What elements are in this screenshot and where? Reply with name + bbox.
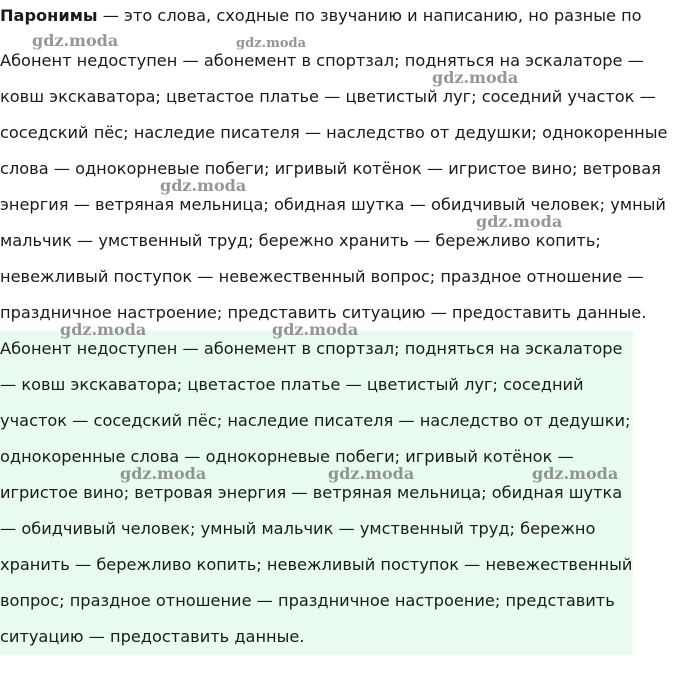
- answer-line-5: игристое вино; ветровая энергия — ветряная мельница; обидная шутка: [0, 483, 623, 502]
- watermark: gdz.moda: [328, 464, 415, 483]
- intro-term: Паронимы: [0, 6, 98, 25]
- text-line-7: невежливый поступок — невежественный вопрос; праздное отношение —: [0, 267, 644, 286]
- watermark: gdz.moda: [32, 31, 119, 50]
- watermark: gdz.moda: [532, 464, 619, 483]
- text-line-3: соседский пёс; наследие писателя — наследство от дедушки; однокоренные: [0, 123, 668, 142]
- text-line-2: ковш экскаватора; цветастое платье — цветистый луг; соседний участок —: [0, 87, 656, 106]
- answer-line-9: ситуацию — предоставить данные.: [0, 627, 305, 646]
- answer-line-4: однокоренные слова — однокорневые побеги; игривый котёнок —: [0, 447, 574, 466]
- watermark: gdz.moda: [272, 320, 359, 339]
- text-line-5: энергия — ветряная мельница; обидная шутка — обидчивый человек; умный: [0, 195, 666, 214]
- text-line-1: Абонент недоступен — абонемент в спортзал; подняться на эскалаторе —: [0, 51, 644, 70]
- watermark: gdz.moda: [236, 36, 307, 51]
- answer-line-1: Абонент недоступен — абонемент в спортзал; подняться на эскалаторе: [0, 339, 623, 358]
- answer-line-3: участок — соседский пёс; наследие писателя — наследство от дедушки;: [0, 411, 631, 430]
- answer-line-7: хранить — бережливо копить; невежливый поступок — невежественный: [0, 555, 633, 574]
- watermark: gdz.moda: [160, 176, 247, 195]
- watermark: gdz.moda: [60, 320, 147, 339]
- watermark: gdz.moda: [476, 212, 563, 231]
- text-line-4: слова — однокорневые побеги; игривый котёнок — игристое вино; ветровая: [0, 159, 661, 178]
- watermark: gdz.moda: [120, 464, 207, 483]
- intro-rest: — это слова, сходные по звучанию и написанию, но разные по: [97, 6, 642, 25]
- watermark: gdz.moda: [432, 68, 519, 87]
- intro-line: [0, 6, 642, 26]
- answer-line-6: — обидчивый человек; умный мальчик — умственный труд; бережно: [0, 519, 596, 538]
- answer-line-8: вопрос; праздное отношение — праздничное настроение; представить: [0, 591, 615, 610]
- text-line-8: праздничное настроение; представить ситуацию — предоставить данные.: [0, 303, 647, 322]
- text-line-6: мальчик — умственный труд; бережно хранить — бережливо копить;: [0, 231, 601, 250]
- answer-line-2: — ковш экскаватора; цветастое платье — цветистый луг; соседний: [0, 375, 584, 394]
